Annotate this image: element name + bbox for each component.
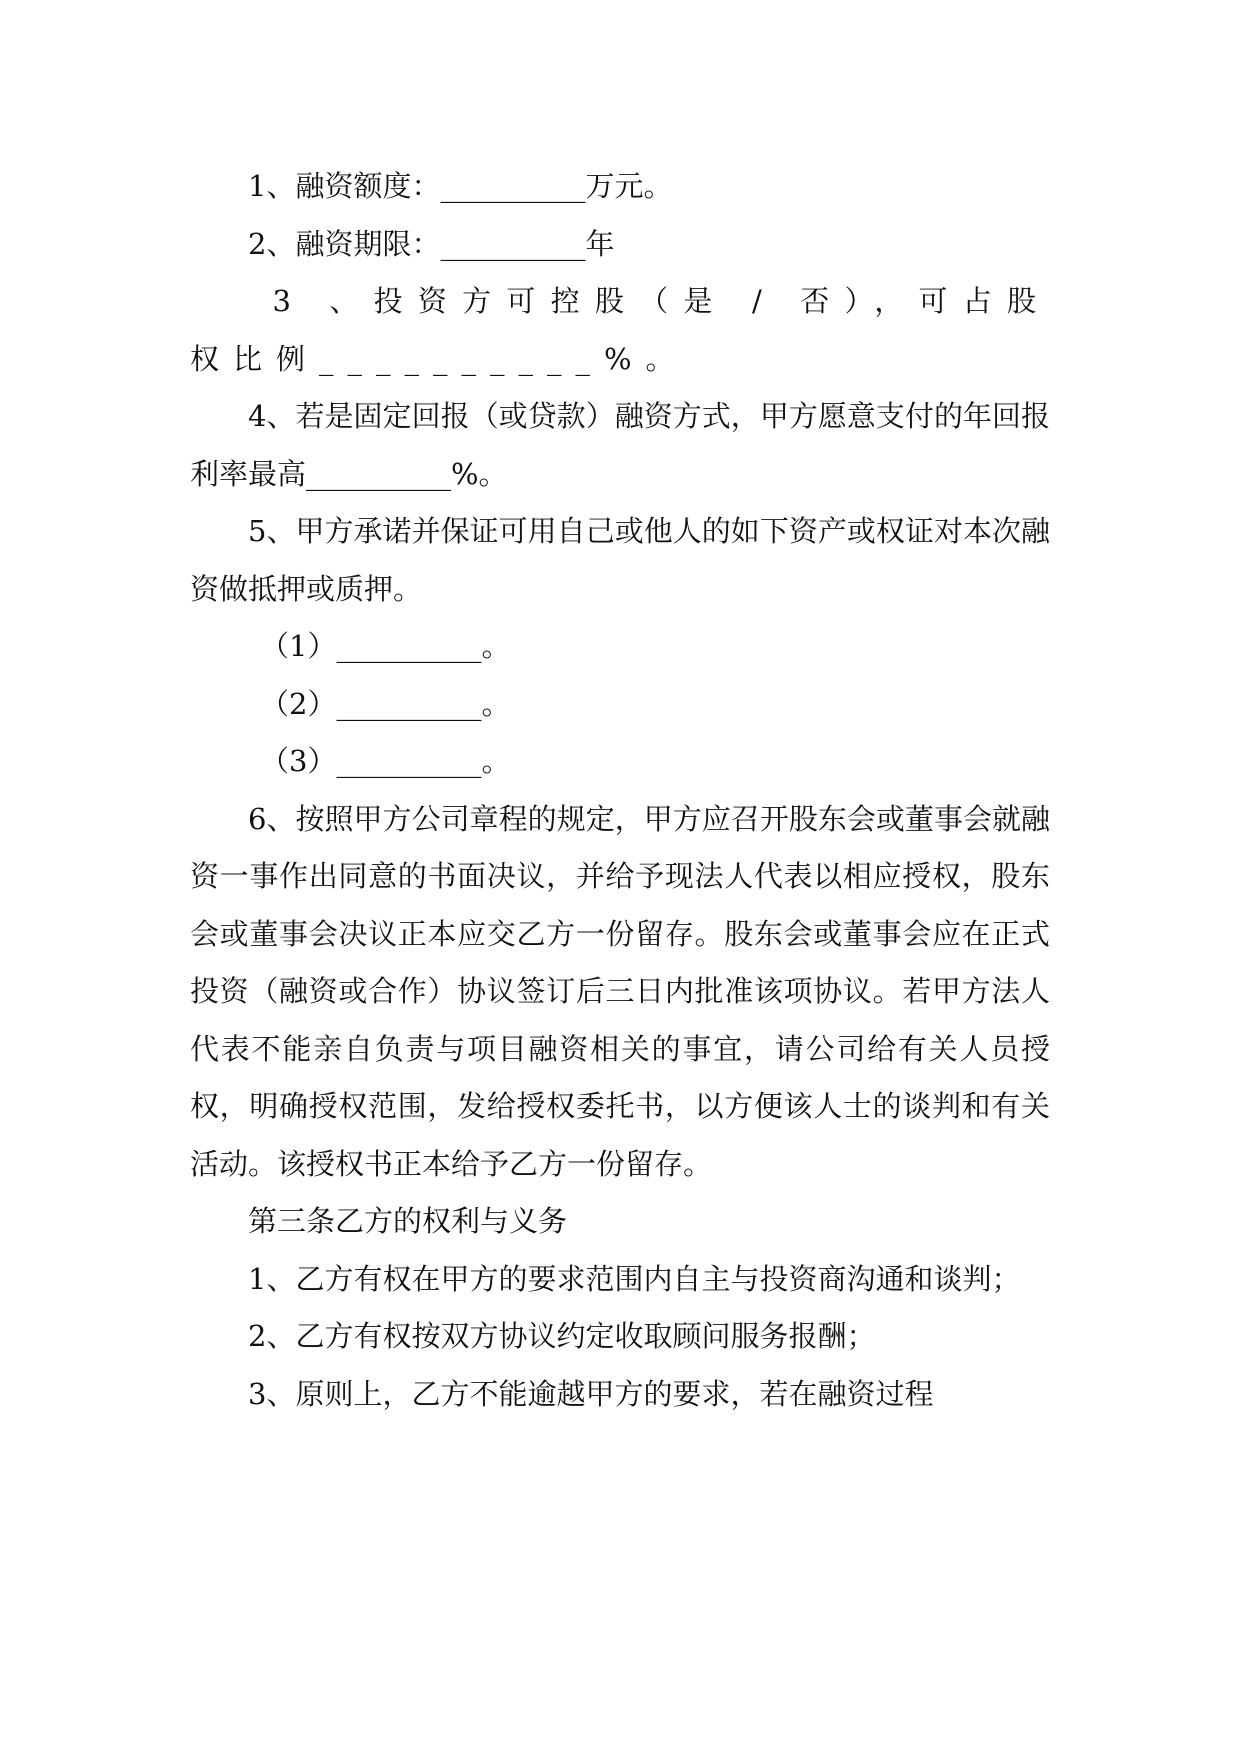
document-body <box>190 158 1050 1423</box>
paragraph-fixed-return-rate: 4、若是固定回报（或贷款）融资方式，甲方愿意支付的年回报利率最高__________%。 <box>190 399 1050 491</box>
list-item-collateral-3: （3）__________。 <box>260 744 511 778</box>
paragraph-equity-control: 3 、投资方可控股（是 / 否），可占股权比例__________%。 <box>190 284 1050 376</box>
section-heading-article-3: 第三条乙方的权利与义务 <box>248 1204 568 1238</box>
paragraph-financing-term: 2、融资期限：__________年 <box>248 226 615 261</box>
paragraph-collateral-commitment: 5、甲方承诺并保证可用自己或他人的如下资产或权证对本次融资做抵押或质押。 <box>190 514 1050 606</box>
paragraph-financing-amount: 1、融资额度：__________万元。 <box>248 169 673 203</box>
paragraph-party-b-fee-right: 2、乙方有权按双方协议约定收取顾问服务报酬； <box>248 1319 876 1353</box>
list-item-collateral-2: （2）__________。 <box>260 686 511 721</box>
paragraph-party-b-obligation: 3、原则上，乙方不能逾越甲方的要求，若在融资过程 <box>248 1376 934 1411</box>
list-item-collateral-1: （1）__________。 <box>260 629 511 663</box>
paragraph-party-b-negotiation-right: 1、乙方有权在甲方的要求范围内自主与投资商沟通和谈判； <box>248 1261 1021 1296</box>
paragraph-board-resolution: 6、按照甲方公司章程的规定，甲方应召开股东会或董事会就融资一事作出同意的书面决议，并给予现法人代表以相应授权，股东会或董事会决议正本应交乙方一份留存。股东会或董事会应在正式投资（融资或合作）协议签订后三日内批准该项协议。若甲方法人代表不能亲自负责与项目融资相关的事宜，请公司给有关人员授权，明确授权范围，发给授权委托书，以方便该人士的谈判和有关活动。该授权书正本给予乙方一份留存。 <box>190 801 1050 1181</box>
